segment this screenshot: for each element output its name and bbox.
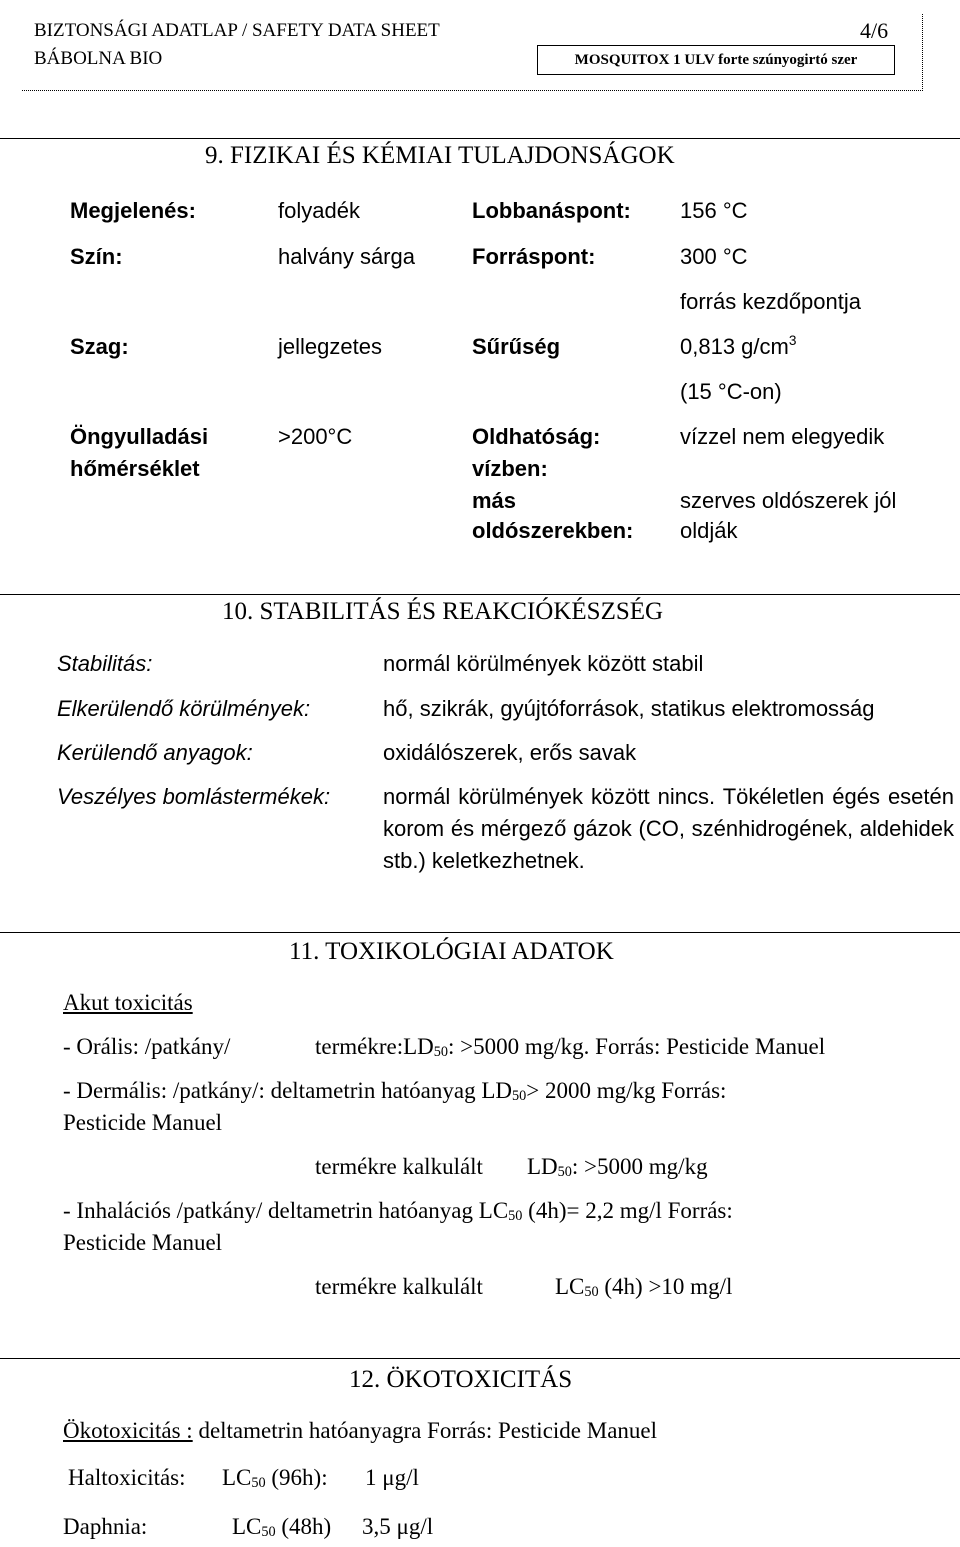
materials-to-avoid-label: Kerülendő anyagok: (57, 740, 253, 765)
section-9-title: 9. FIZIKAI ÉS KÉMIAI TULAJDONSÁGOK (205, 142, 675, 169)
dermal-source: Pesticide Manuel (63, 1110, 223, 1135)
flash-point-label: Lobbanáspont: (472, 198, 631, 223)
density-temperature: (15 °C-on) (680, 379, 782, 404)
daphnia-value: 3,5 μg/l (362, 1514, 434, 1539)
autoignition-label: Öngyulladási (70, 424, 209, 449)
ecotoxicity-line (63, 1418, 657, 1444)
section-divider (0, 1358, 960, 1359)
appearance-label: Megjelenés: (70, 198, 196, 223)
solubility-other-label: más (472, 488, 517, 513)
section-11-title: 11. TOXIKOLÓGIAI ADATOK (289, 938, 614, 965)
autoignition-label-2: hőmérséklet (70, 456, 200, 481)
fish-toxicity-label: Haltoxicitás: (68, 1465, 186, 1490)
odor-value: jellegzetes (278, 334, 382, 359)
ecotoxicity-label: Ökotoxicitás : (63, 1418, 193, 1443)
daphnia-lc: $LC_{50}$ (48h) (232, 1514, 332, 1540)
inhalation-source: Pesticide Manuel (63, 1230, 223, 1255)
color-value: halvány sárga (278, 244, 415, 269)
materials-to-avoid-value: oxidálószerek, erős savak (383, 740, 637, 765)
autoignition-value: >200°C (278, 424, 353, 449)
page-number: 4/6 (860, 18, 889, 43)
dermal-calc-value: $LD_{50}$: >5000 mg/kg (527, 1154, 708, 1180)
section-12-title: 12. ÖKOTOXICITÁS (349, 1366, 573, 1393)
appearance-value: folyadék (278, 198, 360, 223)
conditions-to-avoid-label: Elkerülendő körülmények: (57, 696, 311, 721)
dermal-line: - Dermális: /patkány/: deltametrin hatóanyag $LD_{50}> 2000$ mg/kg Forrás: (63, 1078, 727, 1104)
dermal-calc-label: termékre kalkulált (315, 1154, 483, 1179)
ecotoxicity-value: deltametrin hatóanyagra Forrás: Pesticide Manuel (192, 1418, 658, 1443)
hazardous-decomposition-label: Veszélyes bomlástermékek: (57, 784, 331, 809)
inhalation-calc-value: $LC_{50}$ (4h) >10 mg/l (555, 1274, 733, 1300)
stability-value: normál körülmények között stabil (383, 651, 704, 676)
odor-label: Szag: (70, 334, 129, 359)
solubility-other-value: szerves oldószerek jól (680, 488, 897, 513)
oral-value: $termékre:LD_{50}$: >5000 mg/kg. Forrás: Pesticide Manuel (315, 1034, 826, 1060)
flash-point-value: 156 °C (680, 198, 748, 223)
inhalation-calc-label: termékre kalkulált (315, 1274, 483, 1299)
inhalation-line: - Inhalációs /patkány/ deltametrin hatóanyag $LC_{50}$ (4h)= 2,2 mg/l Forrás: (63, 1198, 733, 1224)
boiling-point-value: 300 °C (680, 244, 748, 269)
hazardous-decomposition-value: normál körülmények között nincs. Tökéletlen égés esetén korom és mérgező gázok (CO, szénhidrogének, aldehidek stb.) keletkezhetnek. (383, 784, 954, 873)
product-name: MOSQUITOX 1 ULV forte szúnyogirtó szer (574, 52, 858, 68)
product-name-box (537, 45, 895, 75)
boiling-point-label: Forráspont: (472, 244, 596, 269)
color-label: Szín: (70, 244, 123, 269)
stability-label: Stabilitás: (57, 651, 153, 676)
section-10-title: 10. STABILITÁS ÉS REAKCIÓKÉSZSÉG (222, 598, 664, 625)
section-divider (0, 138, 960, 139)
oral-label: - Orális: /patkány/ (63, 1034, 231, 1059)
section-divider (0, 594, 960, 595)
density-value: 0,813 $g/cm^3$ (680, 333, 797, 359)
solubility-water-label: vízben: (472, 456, 548, 481)
solubility-other-value-2: oldják (680, 518, 738, 543)
boiling-point-note: forrás kezdőpontja (680, 289, 861, 314)
solubility-other-label-2: oldószerekben: (472, 518, 634, 543)
solubility-label: Oldhatóság: (472, 424, 601, 449)
daphnia-label: Daphnia: (63, 1514, 148, 1539)
conditions-to-avoid-value: hő, szikrák, gyújtóforrások, statikus elektromosság (383, 696, 875, 721)
document-title: BIZTONSÁGI ADATLAP / SAFETY DATA SHEET (34, 20, 440, 41)
company-name: BÁBOLNA BIO (34, 48, 163, 69)
solubility-water-value: vízzel nem elegyedik (680, 424, 885, 449)
fish-toxicity-lc: $LC_{50}$ (96h): (222, 1465, 328, 1491)
acute-toxicity-heading: Akut toxicitás (63, 990, 193, 1015)
density-label: Sűrűség (472, 334, 561, 359)
section-divider (0, 932, 960, 933)
fish-toxicity-value: 1 μg/l (365, 1465, 419, 1490)
